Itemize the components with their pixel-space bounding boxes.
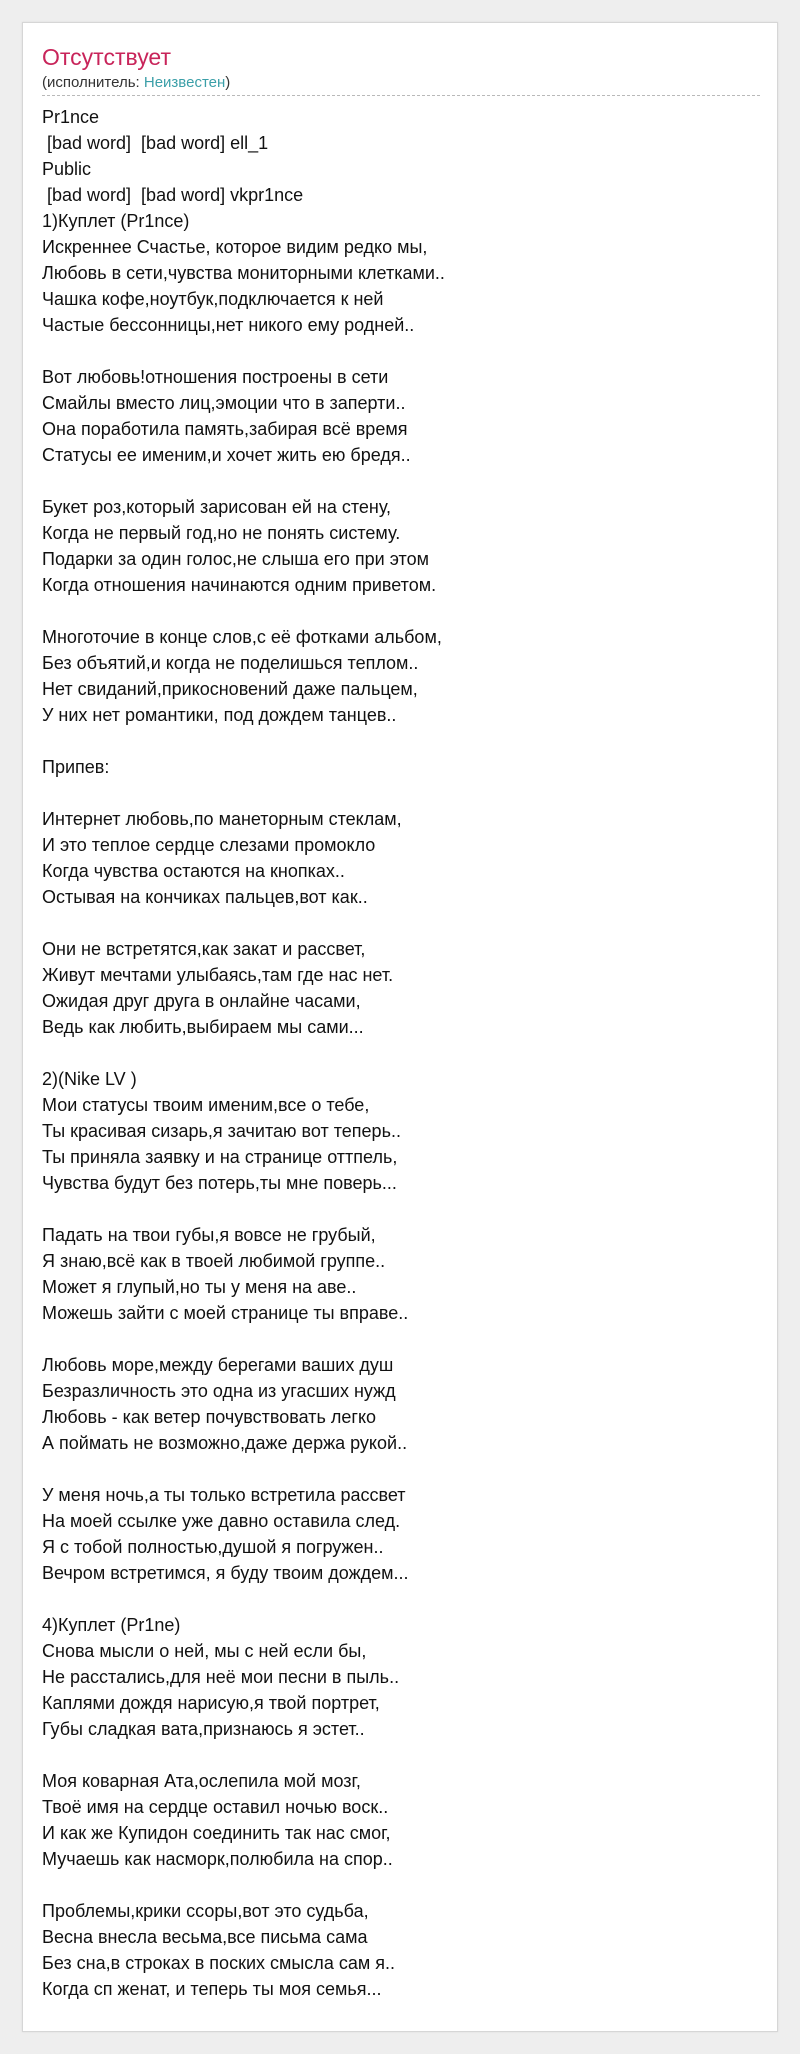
lyric-line: Они не встретятся,как закат и рассвет,: [42, 939, 366, 959]
lyric-line: Интернет любовь,по манеторным стеклам,: [42, 809, 402, 829]
lyric-line: 2)(Nike LV ): [42, 1069, 137, 1089]
lyric-line: Любовь море,между берегами ваших душ: [42, 1355, 394, 1375]
lyric-line: На моей ссылке уже давно оставила след.: [42, 1511, 401, 1531]
lyric-line: Искреннее Счастье, которое видим редко мы,: [42, 237, 428, 257]
lyric-line: Я знаю,всё как в твоей любимой группе..: [42, 1251, 386, 1271]
lyric-line: Без сна,в строках в поских смысла сам я..: [42, 1953, 395, 1973]
lyric-line: Мои статусы твоим именим,все о тебе,: [42, 1095, 370, 1115]
lyric-line: Чувства будут без потерь,ты мне поверь...: [42, 1173, 397, 1193]
lyric-line: 4)Куплет (Pr1ne): [42, 1615, 181, 1635]
lyric-line: [42, 780, 762, 806]
lyric-line: Она поработила память,забирая всё время: [42, 419, 408, 439]
artist-suffix: ): [225, 74, 231, 91]
lyric-line: Public: [42, 159, 92, 179]
lyric-line: [42, 728, 762, 754]
lyric-line: Статусы ее именим,и хочет жить ею бредя..: [42, 445, 411, 465]
lyric-line: Остывая на кончиках пальцев,вот как..: [42, 887, 368, 907]
lyric-line: Букет роз,который зарисован ей на стену,: [42, 497, 392, 517]
lyric-line: Нет свиданий,прикосновений даже пальцем,: [42, 679, 418, 699]
lyric-line: [42, 910, 762, 936]
lyric-line: [42, 598, 762, 624]
lyric-line: Когда сп женат, и теперь ты моя семья...: [42, 1979, 382, 1999]
lyric-line: [bad word] [bad word] vkpr1nce: [42, 185, 304, 205]
lyric-line: Вот любовь!отношения построены в сети: [42, 367, 389, 387]
lyric-line: Подарки за один голос,не слыша его при этом: [42, 549, 429, 569]
lyric-line: И это теплое сердце слезами промокло: [42, 835, 376, 855]
lyric-line: Любовь - как ветер почувствовать легко: [42, 1407, 377, 1427]
lyric-line: У меня ночь,а ты только встретила рассвет: [42, 1485, 406, 1505]
lyric-line: Снова мысли о ней, мы с ней если бы,: [42, 1641, 367, 1661]
lyric-line: Каплями дождя нарисую,я твой портрет,: [42, 1693, 380, 1713]
lyric-line: 1)Куплет (Pr1nce): [42, 211, 190, 231]
lyric-line: И как же Купидон соединить так нас смог,: [42, 1823, 391, 1843]
lyric-line: Вечром встретимся, я буду твоим дождем...: [42, 1563, 409, 1583]
lyric-line: Ты приняла заявку и на странице оттпель,: [42, 1147, 398, 1167]
lyrics-text: [42, 104, 762, 2002]
lyric-line: Моя коварная Ата,ослепила мой мозг,: [42, 1771, 361, 1791]
lyric-line: Падать на твои губы,я вовсе не грубый,: [42, 1225, 376, 1245]
lyric-line: Частые бессонницы,нет никого ему родней..: [42, 315, 415, 335]
lyric-line: [42, 338, 762, 364]
lyric-line: Pr1nce: [42, 107, 100, 127]
lyric-line: Смайлы вместо лиц,эмоции что в заперти..: [42, 393, 406, 413]
lyric-line: Можешь зайти с моей странице ты вправе..: [42, 1303, 409, 1323]
lyric-line: Мучаешь как насморк,полюбила на спор..: [42, 1849, 393, 1869]
artist-line: [42, 74, 230, 92]
lyric-line: [42, 1742, 762, 1768]
lyric-line: Когда отношения начинаются одним приветом.: [42, 575, 437, 595]
artist-prefix: (исполнитель:: [42, 74, 144, 91]
lyric-line: Проблемы,крики ссоры,вот это судьба,: [42, 1901, 369, 1921]
lyric-line: Весна внесла весьма,все письма сама: [42, 1927, 368, 1947]
lyric-line: Живут мечтами улыбаясь,там где нас нет.: [42, 965, 394, 985]
lyric-line: [bad word] [bad word] ell_1: [42, 133, 269, 153]
lyric-line: [42, 1196, 762, 1222]
lyric-line: [42, 1326, 762, 1352]
lyric-line: Твоё имя на сердце оставил ночью воск..: [42, 1797, 389, 1817]
song-title: Отсутствует: [42, 44, 171, 70]
lyric-line: Многоточие в конце слов,с её фотками альбом,: [42, 627, 442, 647]
lyrics-card: [22, 22, 778, 2032]
lyric-line: Может я глупый,но ты у меня на аве..: [42, 1277, 357, 1297]
lyric-line: Не расстались,для неё мои песни в пыль..: [42, 1667, 400, 1687]
artist-link[interactable]: Неизвестен: [143, 74, 226, 91]
lyric-line: Ведь как любить,выбираем мы сами...: [42, 1017, 364, 1037]
lyric-line: Я с тобой полностью,душой я погружен..: [42, 1537, 384, 1557]
lyric-line: А поймать не возможно,даже держа рукой..: [42, 1433, 408, 1453]
lyric-line: [42, 1586, 762, 1612]
lyric-line: Без объятий,и когда не поделишься теплом..: [42, 653, 419, 673]
lyric-line: Любовь в сети,чувства мониторными клетками..: [42, 263, 445, 283]
title-divider: [42, 95, 760, 96]
lyric-line: Чашка кофе,ноутбук,подключается к ней: [42, 289, 384, 309]
lyric-line: [42, 1872, 762, 1898]
lyric-line: Припев:: [42, 757, 110, 777]
lyric-line: Безразличность это одна из угасших нужд: [42, 1381, 396, 1401]
lyric-line: Когда чувства остаются на кнопках..: [42, 861, 345, 881]
lyric-line: Когда не первый год,но не понять систему.: [42, 523, 401, 543]
lyric-line: [42, 1456, 762, 1482]
lyric-line: У них нет романтики, под дождем танцев..: [42, 705, 397, 725]
lyric-line: Губы сладкая вата,признаюсь я эстет..: [42, 1719, 365, 1739]
lyric-line: Ожидая друг друга в онлайне часами,: [42, 991, 361, 1011]
lyric-line: [42, 1040, 762, 1066]
lyric-line: Ты красивая сизарь,я зачитаю вот теперь..: [42, 1121, 401, 1141]
lyric-line: [42, 468, 762, 494]
